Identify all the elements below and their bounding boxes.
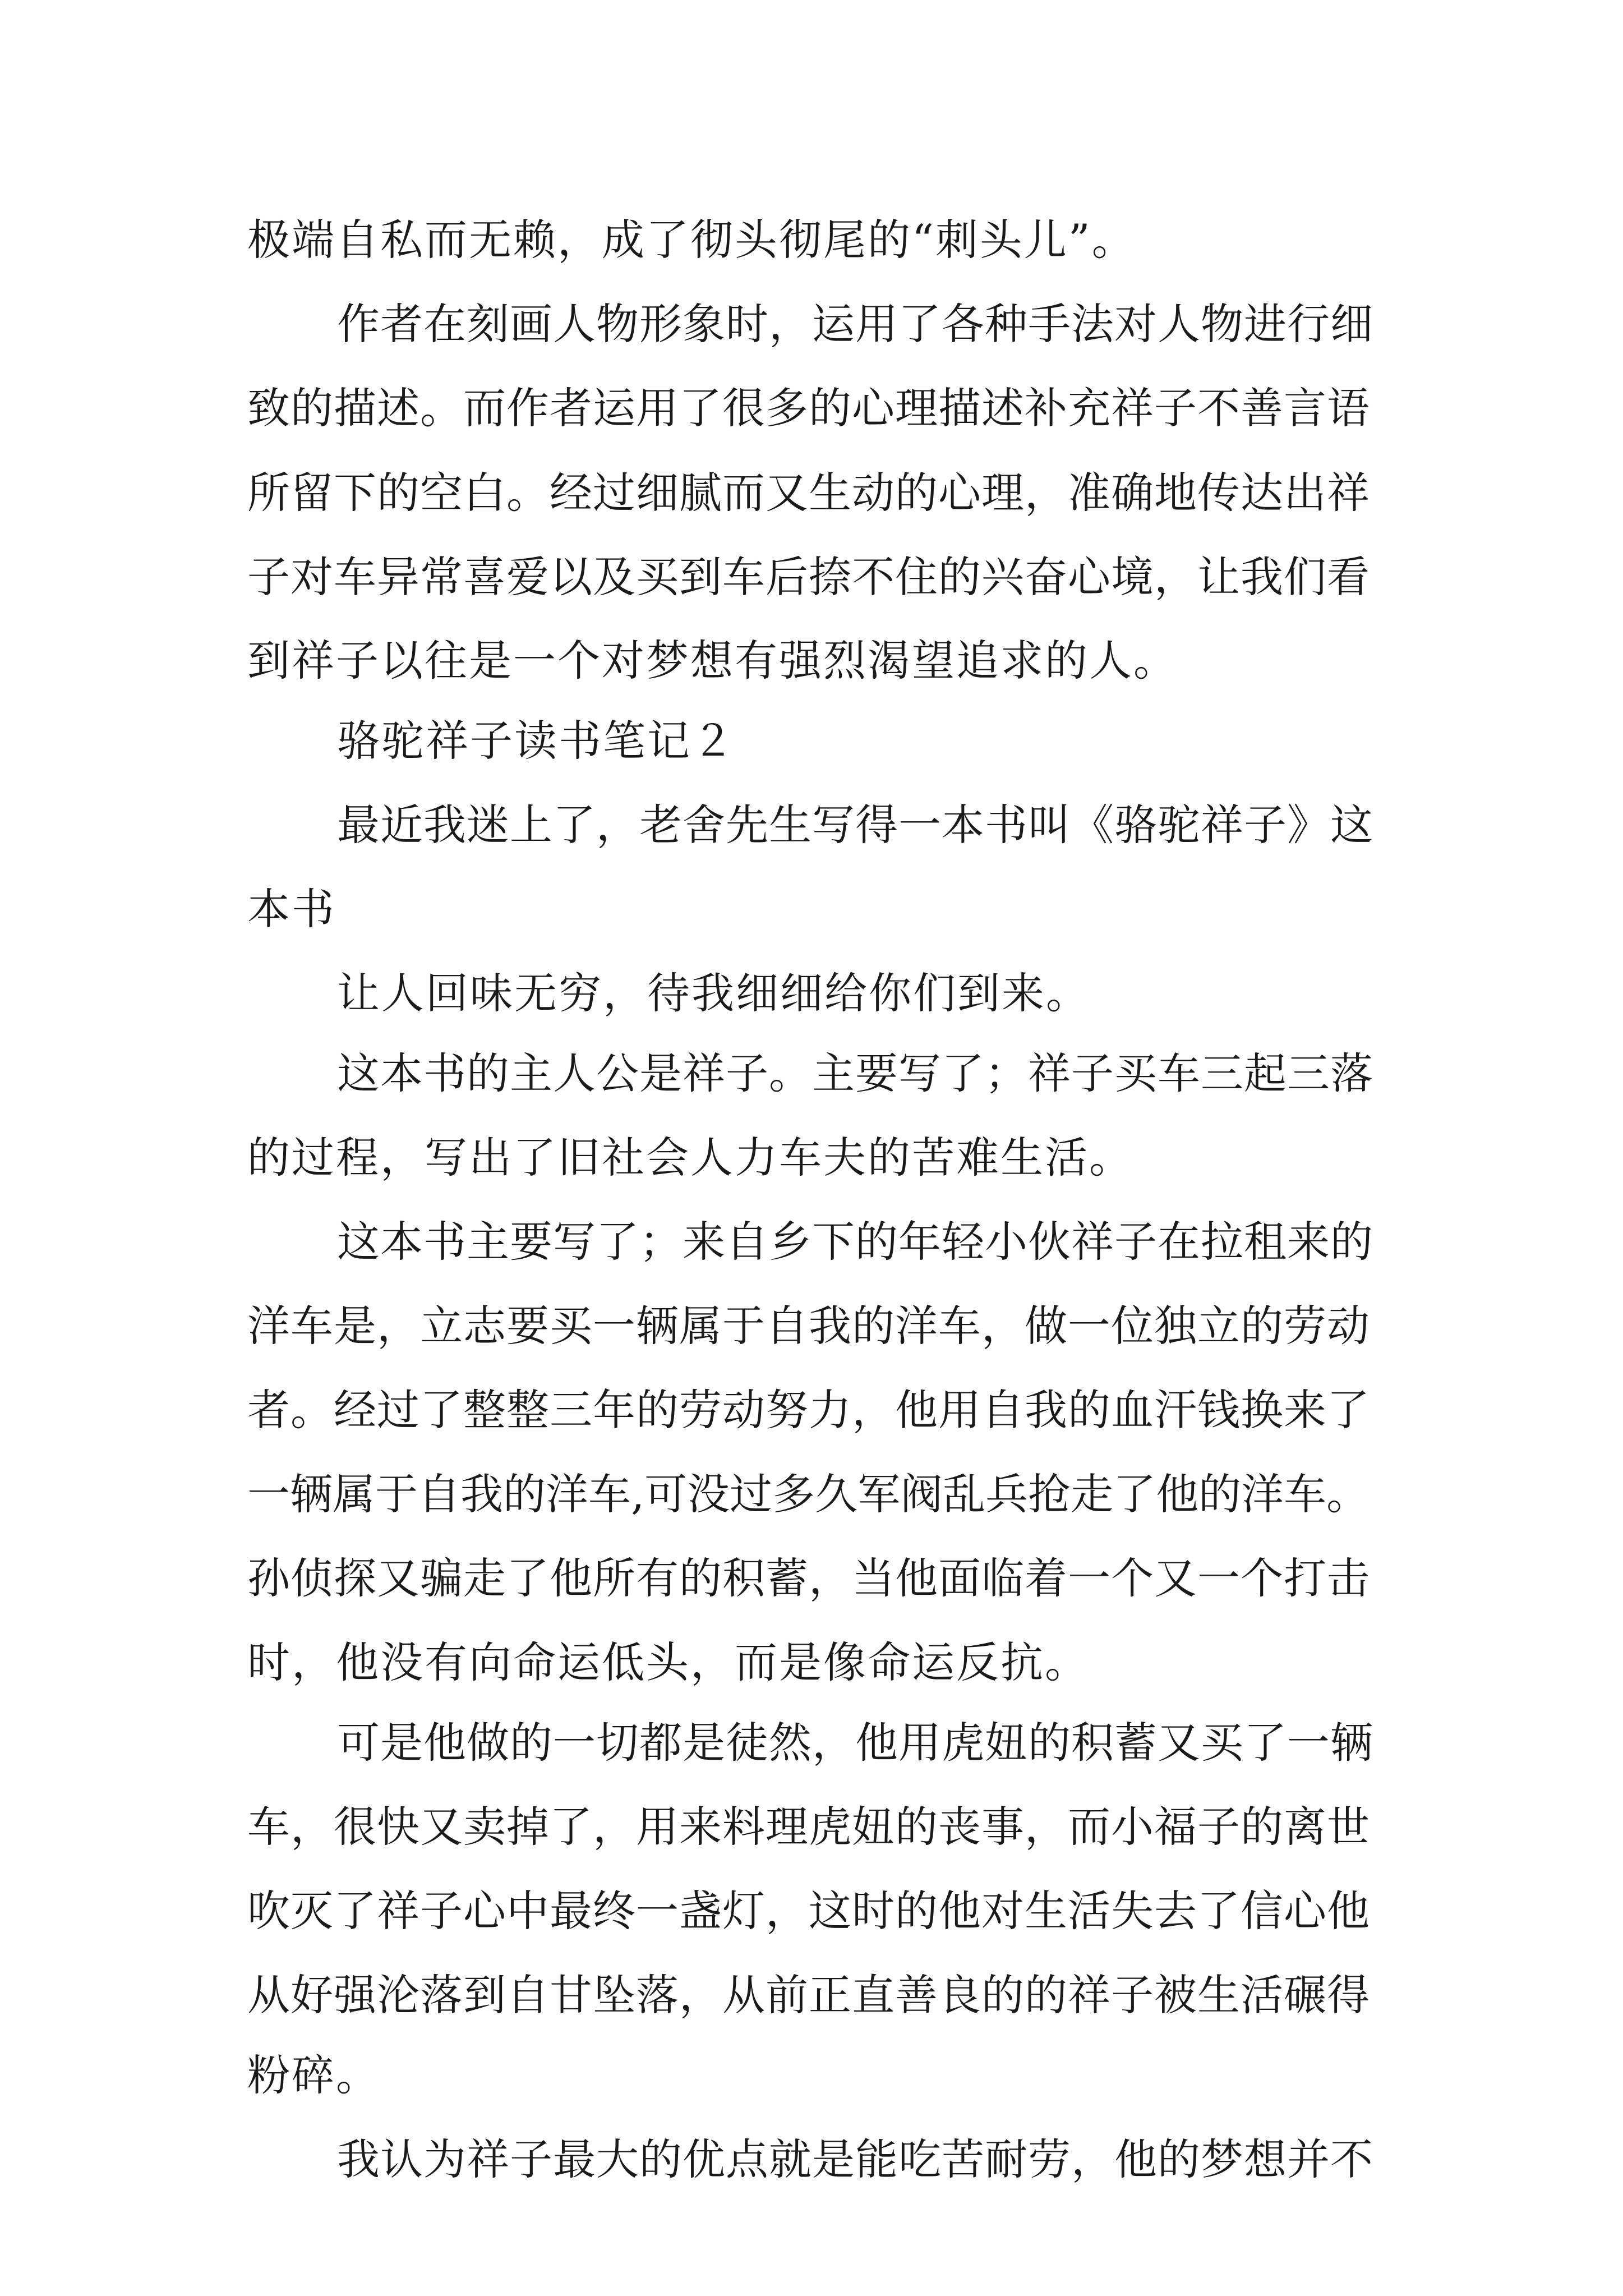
text-line-23: 粉碎。 [247, 2050, 380, 2100]
text-line-17: 孙侦探又骗走了他所有的积蓄，当他面临着一个又一个打击 [247, 1553, 1370, 1603]
text-line-16: 一辆属于自我的洋车,可没过多久军阀乱兵抢走了他的洋车。 [247, 1469, 1370, 1519]
text-line-2: 作者在刻画人物形象时，运用了各种手法对人物进行细 [337, 299, 1373, 349]
text-line-22: 从好强沦落到自甘坠落，从前正直善良的的祥子被生活碾得 [247, 1970, 1370, 2020]
text-line-13: 这本书主要写了；来自乡下的年轻小伙祥子在拉租来的 [337, 1217, 1373, 1267]
text-line-15: 者。经过了整整三年的劳动努力，他用自我的血汗钱换来了 [247, 1385, 1370, 1435]
text-line-10: 让人回味无穷，待我细细给你们到来。 [337, 968, 1090, 1018]
text-line-1: 极端自私而无赖，成了彻头彻尾的“刺头儿”。 [247, 215, 1136, 265]
text-line-14: 洋车是，立志要买一辆属于自我的洋车，做一位独立的劳动 [247, 1301, 1370, 1351]
section-heading: 骆驼祥子读书笔记２ [337, 716, 736, 766]
text-line-12: 的过程，写出了旧社会人力车夫的苦难生活。 [247, 1133, 1133, 1182]
text-line-24: 我认为祥子最大的优点就是能吃苦耐劳，他的梦想并不 [337, 2134, 1373, 2184]
text-line-19: 可是他做的一切都是徒然，他用虎妞的积蓄又买了一辆 [337, 1718, 1373, 1768]
text-line-4: 所留下的空白。经过细腻而又生动的心理，准确地传达出祥 [247, 468, 1370, 518]
text-line-3: 致的描述。而作者运用了很多的心理描述补充祥子不善言语 [247, 383, 1370, 433]
text-line-21: 吹灭了祥子心中最终一盏灯，这时的他对生活失去了信心他 [247, 1886, 1370, 1936]
text-line-5: 子对车异常喜爱以及买到车后捺不住的兴奋心境，让我们看 [247, 552, 1370, 602]
text-line-18: 时，他没有向命运低头，而是像命运反抗。 [247, 1637, 1089, 1687]
text-line-8: 最近我迷上了，老舍先生写得一本书叫《骆驼祥子》这 [337, 800, 1373, 850]
text-line-20: 车，很快又卖掉了，用来料理虎妞的丧事，而小福子的离世 [247, 1802, 1370, 1852]
text-line-9: 本书 [247, 884, 336, 934]
text-line-6: 到祥子以往是一个对梦想有强烈渴望追求的人。 [247, 636, 1178, 685]
text-line-11: 这本书的主人公是祥子。主要写了；祥子买车三起三落 [337, 1048, 1373, 1098]
